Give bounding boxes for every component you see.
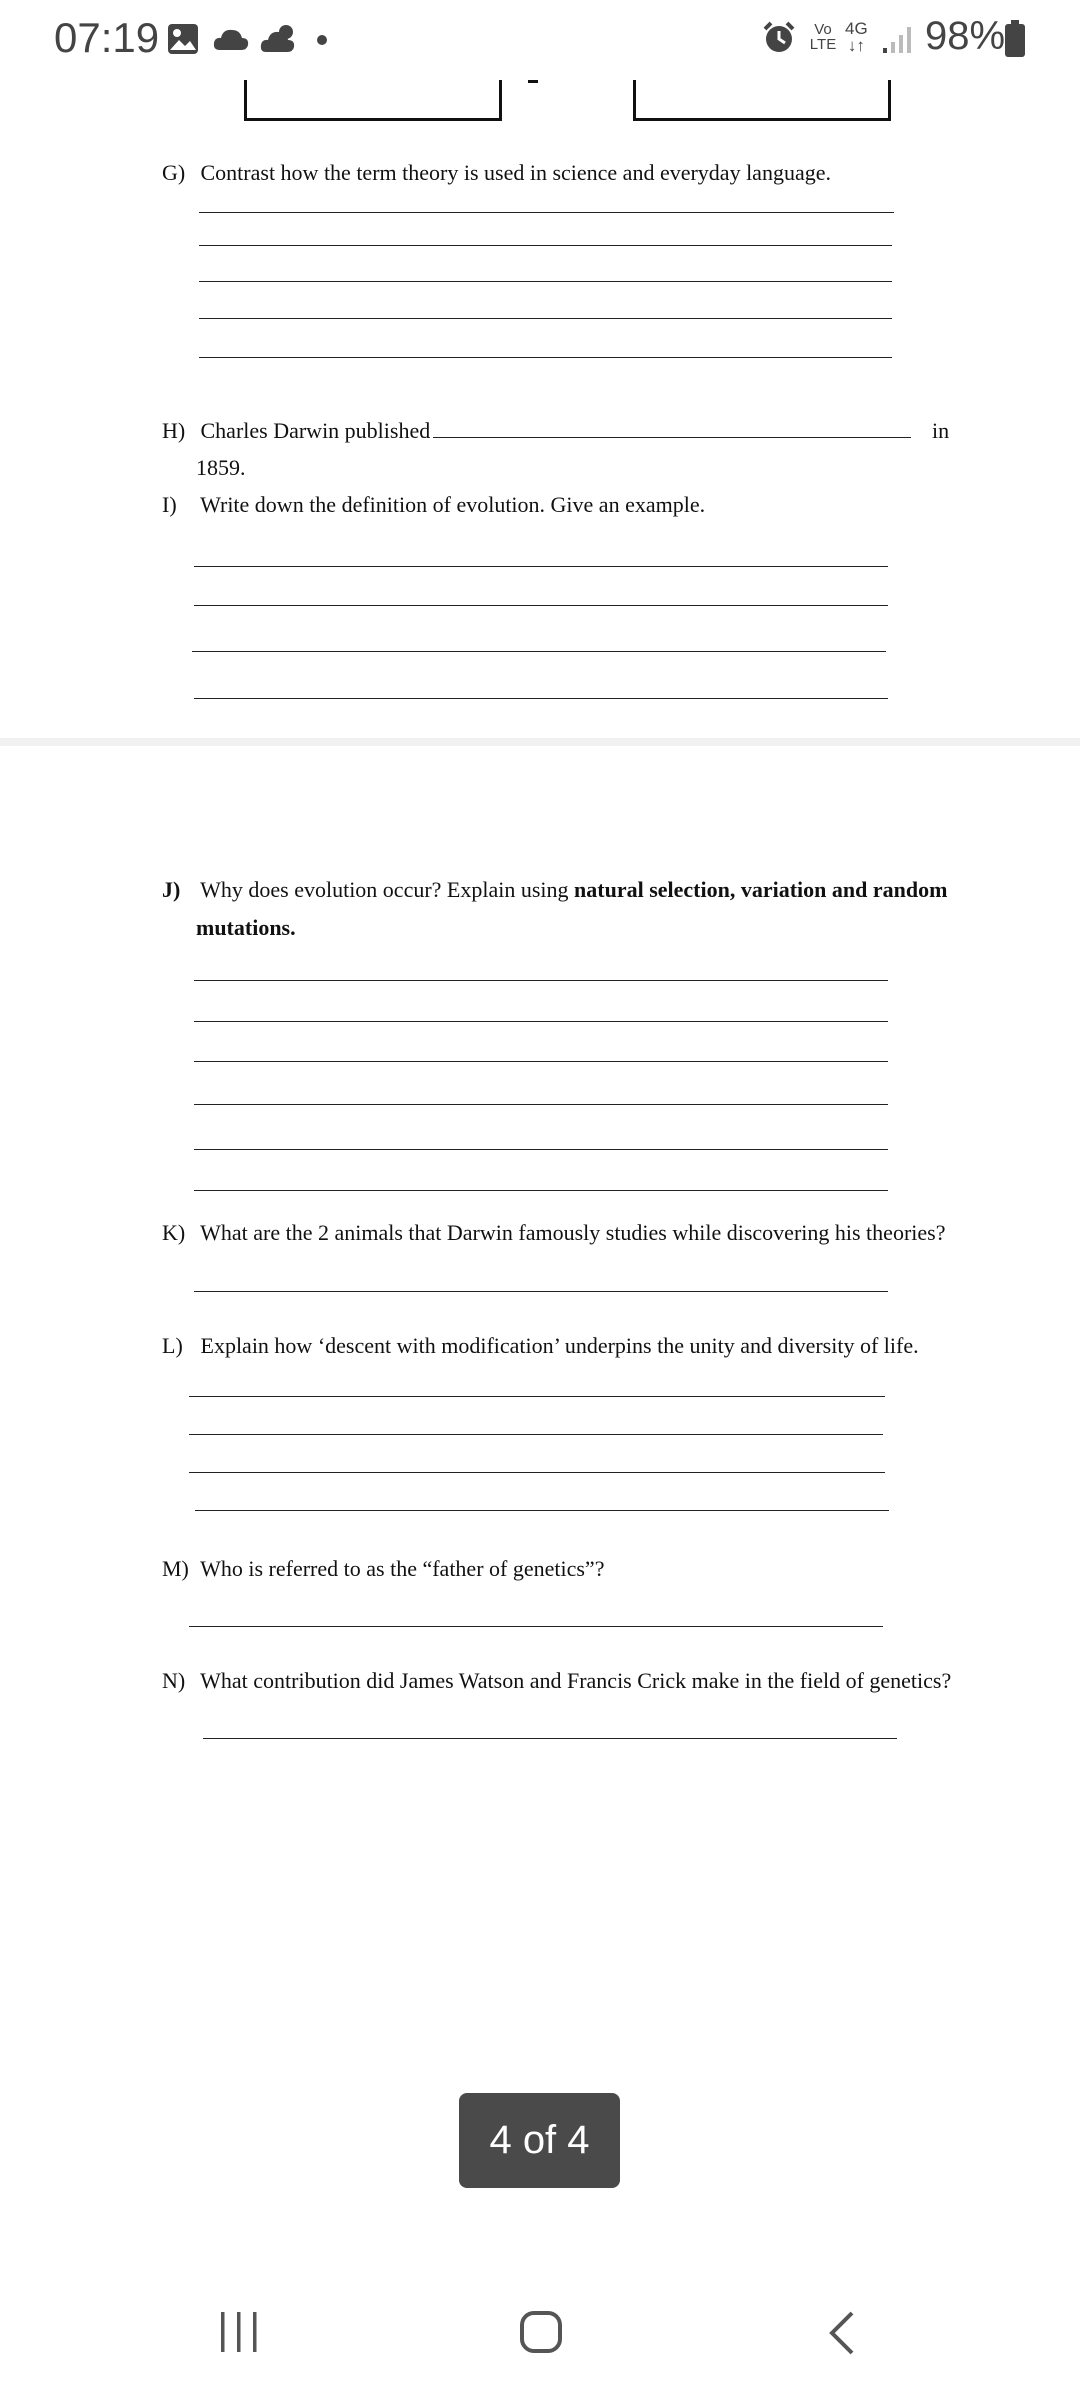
answer-line bbox=[194, 1291, 888, 1292]
answer-line bbox=[194, 1021, 888, 1022]
question-label: L) bbox=[162, 1333, 183, 1358]
question-text: in bbox=[932, 418, 950, 443]
question-h bbox=[162, 413, 430, 449]
question-text: Charles Darwin published bbox=[200, 418, 431, 443]
question-text: Who is referred to as the “father of genetics”? bbox=[200, 1556, 605, 1581]
question-label: G) bbox=[162, 160, 186, 185]
question-text-bold: mutations. bbox=[196, 915, 296, 940]
diagram-arrow-mark bbox=[528, 80, 538, 87]
question-k bbox=[162, 1215, 945, 1251]
recent-apps-icon[interactable] bbox=[218, 2310, 260, 2354]
question-text: Contrast how the term theory is used in science and everyday language. bbox=[200, 160, 831, 185]
answer-line bbox=[199, 212, 894, 213]
answer-line bbox=[189, 1434, 883, 1435]
network-label: 4G bbox=[845, 19, 868, 38]
status-bar bbox=[0, 0, 1080, 80]
back-icon[interactable] bbox=[826, 2310, 858, 2356]
question-text: What contribution did James Watson and Francis Crick make in the field of genetics? bbox=[200, 1668, 952, 1693]
answer-line bbox=[194, 566, 888, 567]
answer-line bbox=[199, 357, 892, 358]
question-text: Explain how ‘descent with modification’ underpins the unity and diversity of life. bbox=[200, 1333, 919, 1358]
page-separator bbox=[0, 738, 1080, 746]
question-i bbox=[162, 487, 705, 523]
answer-line bbox=[194, 1061, 888, 1062]
page-counter-badge: 4 of 4 bbox=[459, 2093, 620, 2188]
question-h-after bbox=[932, 413, 949, 449]
question-label: N) bbox=[162, 1668, 186, 1693]
question-text: Why does evolution occur? Explain using bbox=[200, 877, 575, 902]
question-h-wrap bbox=[196, 450, 246, 486]
answer-line bbox=[189, 1472, 885, 1473]
gallery-icon bbox=[166, 22, 200, 56]
question-l bbox=[162, 1328, 919, 1364]
answer-line bbox=[194, 1104, 888, 1105]
question-label: J) bbox=[162, 877, 181, 902]
answer-line bbox=[194, 980, 888, 981]
alarm-icon bbox=[762, 20, 796, 56]
question-n bbox=[162, 1663, 951, 1699]
signal-strength-icon bbox=[882, 24, 912, 54]
question-text: Write down the definition of evolution. Give an example. bbox=[200, 492, 706, 517]
answer-line bbox=[199, 245, 892, 246]
answer-line bbox=[203, 1738, 897, 1739]
question-label: K) bbox=[162, 1220, 186, 1245]
question-text: 1859. bbox=[196, 455, 246, 480]
question-j bbox=[162, 872, 952, 908]
network-type bbox=[845, 20, 868, 54]
answer-line bbox=[199, 281, 892, 282]
question-label: H) bbox=[162, 418, 186, 443]
status-time: 07:19 bbox=[54, 14, 160, 61]
answer-line bbox=[194, 1190, 888, 1191]
battery-icon bbox=[1004, 20, 1026, 58]
question-j-wrap bbox=[196, 910, 296, 946]
question-text: What are the 2 animals that Darwin famously studies while discovering his theories? bbox=[200, 1220, 946, 1245]
answer-line bbox=[194, 605, 888, 606]
volte-indicator: Vo LTE bbox=[809, 21, 837, 53]
question-label: M) bbox=[162, 1556, 189, 1581]
answer-line bbox=[189, 1396, 885, 1397]
answer-line bbox=[199, 318, 892, 319]
question-label: I) bbox=[162, 492, 177, 517]
cloud-icon bbox=[212, 26, 250, 52]
weather-icon bbox=[260, 22, 298, 54]
notification-dot-icon bbox=[316, 34, 328, 46]
data-arrows-icon: ↓↑ bbox=[847, 36, 865, 55]
answer-line bbox=[189, 1626, 883, 1627]
battery-percent: 98% bbox=[925, 14, 1006, 58]
answer-line bbox=[194, 1149, 888, 1150]
question-m bbox=[162, 1551, 604, 1587]
navigation-bar bbox=[0, 2280, 1080, 2400]
answer-line bbox=[192, 651, 886, 652]
home-icon[interactable] bbox=[519, 2310, 563, 2354]
diagram-box-right bbox=[633, 80, 891, 121]
answer-line bbox=[194, 698, 888, 699]
diagram-box-left bbox=[244, 80, 502, 121]
question-g bbox=[162, 155, 831, 191]
answer-line bbox=[195, 1510, 889, 1511]
question-text-bold: natural selection, variation and random bbox=[574, 877, 948, 902]
fill-blank-line bbox=[433, 437, 911, 438]
